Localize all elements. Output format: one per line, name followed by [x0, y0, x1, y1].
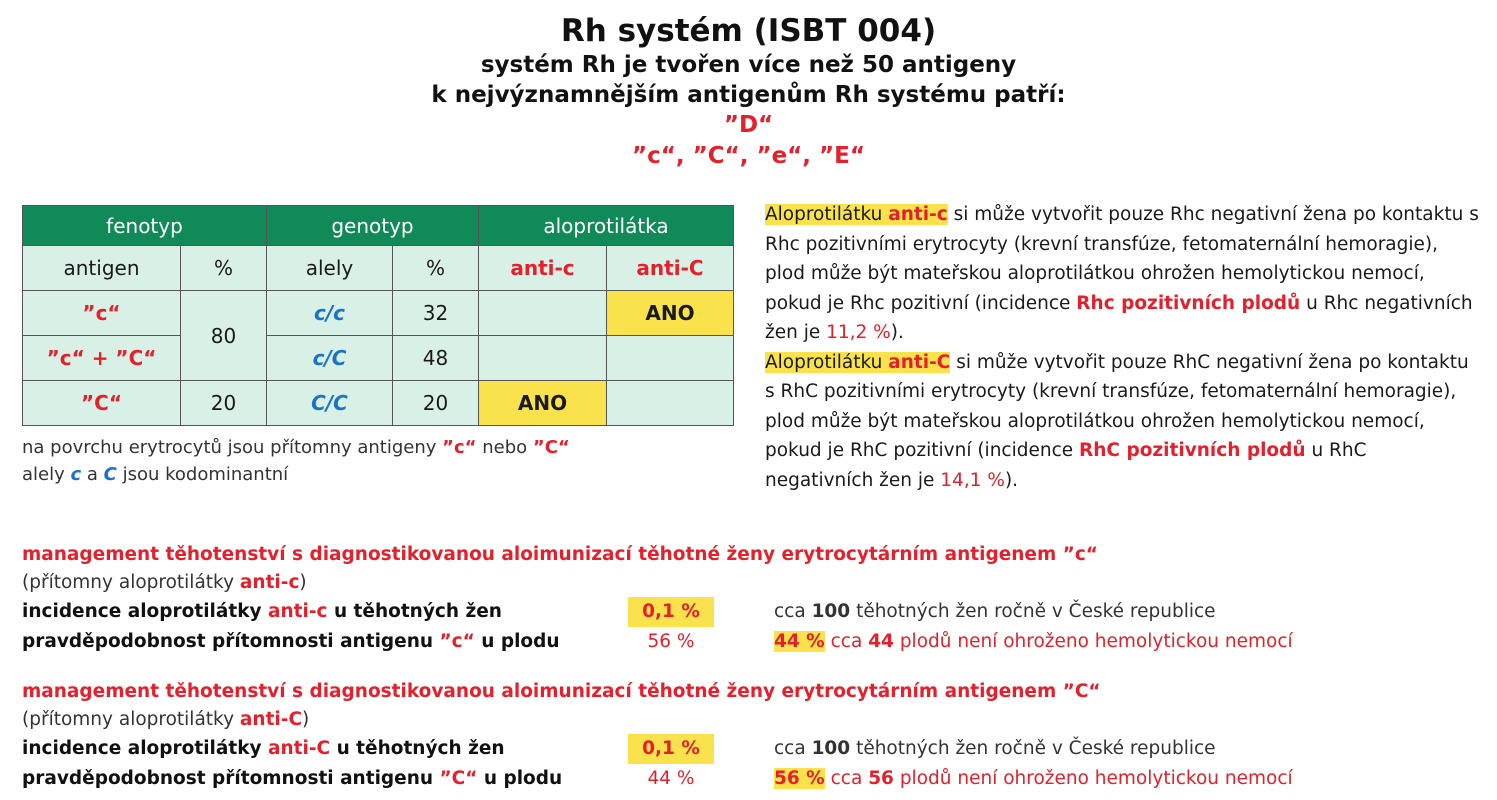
row-value: 0,1 % — [628, 734, 714, 764]
subheader-anti-C: anti-C — [607, 246, 734, 291]
table-row — [23, 381, 734, 426]
note-text: alely — [22, 464, 71, 485]
paragraph-text: si může vytvořit pouze RhC negativní žena po kontaktu s RhC pozitivními erytrocyty (krevní transfúze, fetomaternální hemoragie), plod může být mateřskou aloprotilátkou ohrožen hemolytickou nemocí, pokud je RhC pozitivní (incidence — [765, 351, 1469, 461]
row-note — [774, 627, 1293, 657]
cell-antigen-pct: 80 — [181, 291, 267, 381]
header — [0, 12, 1497, 172]
note-number: 100 — [811, 738, 851, 759]
section-heading: management těhotenství s diagnostikovanou aloimunizací těhotné ženy erytrocytárním antigenem ”c“ — [22, 544, 1098, 565]
paragraph-text: ). — [1004, 469, 1019, 491]
label-antibody: anti-c — [268, 601, 328, 622]
row-value: 44 % — [647, 768, 695, 789]
row-value: 0,1 % — [628, 597, 714, 627]
cell-anti-C — [607, 381, 734, 426]
section-antigen-c — [22, 541, 1482, 657]
section-subheading — [22, 569, 1482, 597]
probability-row — [22, 627, 1482, 657]
cell-anti-c — [479, 336, 607, 381]
label-text: incidence aloprotilátky — [22, 601, 269, 622]
note-text: cca — [774, 601, 812, 622]
cell-anti-C — [607, 336, 734, 381]
sub-text: (přítomny aloprotilátky — [22, 709, 240, 730]
row-label — [22, 597, 502, 627]
highlight — [765, 352, 950, 373]
table-row — [23, 336, 734, 381]
table-row — [23, 291, 734, 336]
subtitle-line-1: systém Rh je tvořen více než 50 antigeny — [480, 52, 1017, 78]
paragraph-text: ). — [890, 322, 904, 343]
cell-anti-c — [479, 291, 607, 336]
cell-antigen-pct: 20 — [181, 381, 267, 426]
row-note — [774, 734, 1216, 764]
cell-allele-pct: 48 — [393, 336, 479, 381]
note-text: cca — [774, 738, 812, 759]
label-text: u plodu — [477, 768, 563, 789]
note-text: cca — [824, 768, 869, 789]
cell-allele-pct: 32 — [393, 291, 479, 336]
rh-phenotype-table — [22, 205, 734, 426]
cell-allele: c/C — [267, 336, 393, 381]
paragraph-text: u Rhc negativních žen je — [765, 292, 1473, 343]
header-fenotyp: fenotyp — [23, 206, 267, 246]
note-number: 100 — [811, 601, 851, 622]
note-number: 44 — [868, 631, 894, 652]
row-value: 56 % — [647, 631, 695, 652]
highlight — [765, 204, 948, 225]
paragraph-anti-c — [765, 200, 1480, 348]
paragraph-anti-C — [765, 348, 1480, 496]
section-antigen-C — [22, 678, 1482, 794]
incidence-value: 14,1 % — [940, 469, 1005, 491]
probability-row — [22, 764, 1482, 794]
note-allele-C: C — [103, 464, 117, 485]
table-group-header-row — [23, 206, 734, 246]
label-text: incidence aloprotilátky — [22, 738, 269, 759]
note-text: plodů není ohroženo hemolytickou nemocí — [893, 768, 1293, 789]
sub-text: ) — [299, 572, 307, 593]
table-sub-header-row — [23, 246, 734, 291]
note-allele-c: c — [70, 464, 82, 485]
incidence-row — [22, 597, 1482, 627]
note-text: na povrchu erytrocytů jsou přítomny antigeny — [22, 437, 443, 458]
section-subheading — [22, 706, 1482, 734]
cell-allele-pct: 20 — [393, 381, 479, 426]
header-genotyp: genotyp — [267, 206, 479, 246]
cell-anti-c: ANO — [479, 381, 607, 426]
highlight-antibody: anti-c — [888, 204, 948, 225]
table-notes — [22, 434, 570, 488]
note-antigen-c: ”c“ — [442, 437, 477, 458]
antigen-list: ”c“, ”C“, ”e“, ”E“ — [632, 143, 865, 169]
subheader-antigen: antigen — [23, 246, 181, 291]
note-text: a — [81, 464, 104, 485]
label-text: u těhotných žen — [327, 601, 502, 622]
note-text: těhotných žen ročně v České republice — [850, 601, 1216, 622]
label-text: pravděpodobnost přítomnosti antigenu — [22, 631, 440, 652]
row-note — [774, 597, 1216, 627]
cell-antigen: ”C“ — [23, 381, 181, 426]
note-text: jsou kodominantní — [116, 464, 289, 485]
label-text: u plodu — [474, 631, 560, 652]
page-title: Rh systém (ISBT 004) — [560, 13, 937, 49]
explanation-text — [765, 200, 1480, 495]
cell-allele: c/c — [267, 291, 393, 336]
red-term: Rhc pozitivních plodů — [1076, 292, 1301, 314]
subheader-antigen-pct: % — [181, 246, 267, 291]
subheader-alely: alely — [267, 246, 393, 291]
paragraph-text: si může vytvořit pouze Rhc negativní žena po kontaktu s Rhc pozitivními erytrocyty (krevní transfúze, fetomaternální hemoragie), plod může být mateřskou aloprotilátkou ohrožen hemolytickou nemocí, pokud je Rhc pozitivní (incidence — [765, 204, 1479, 314]
label-text: u těhotných žen — [330, 738, 505, 759]
row-label — [22, 734, 505, 764]
cell-antigen: ”c“ — [23, 291, 181, 336]
note-antigen-C: ”C“ — [532, 437, 570, 458]
highlight-text: Aloprotilátku — [765, 351, 889, 373]
paragraph-text: u RhC negativních žen je — [765, 440, 1367, 491]
incidence-value: 11,2 % — [826, 322, 891, 343]
sub-antibody: anti-c — [239, 572, 300, 593]
note-number: 56 — [868, 768, 894, 789]
note-percent: 44 % — [774, 631, 825, 652]
note-text: cca — [824, 631, 869, 652]
sub-antibody: anti-C — [239, 709, 303, 730]
subtitle-line-2: k nejvýznamnějším antigenům Rh systému patří: — [431, 82, 1066, 108]
cell-antigen: ”c“ + ”C“ — [23, 336, 181, 381]
main-antigen: ”D“ — [723, 112, 774, 138]
row-label — [22, 627, 560, 657]
row-label — [22, 764, 562, 794]
label-text: pravděpodobnost přítomnosti antigenu — [22, 768, 440, 789]
label-antigen: ”C“ — [439, 768, 478, 789]
incidence-row — [22, 734, 1482, 764]
section-heading: management těhotenství s diagnostikovanou aloimunizací těhotné ženy erytrocytárním antigenem ”C“ — [22, 681, 1101, 702]
highlight-text: Aloprotilátku — [765, 204, 889, 225]
note-percent: 56 % — [774, 768, 825, 789]
sub-text: ) — [302, 709, 310, 730]
note-text: těhotných žen ročně v České republice — [850, 738, 1216, 759]
note-line-2 — [22, 461, 570, 488]
label-antibody: anti-C — [268, 738, 331, 759]
note-text: plodů není ohroženo hemolytickou nemocí — [893, 631, 1293, 652]
sub-text: (přítomny aloprotilátky — [22, 572, 240, 593]
subheader-anti-c: anti-c — [479, 246, 607, 291]
highlight-antibody: anti-C — [888, 351, 951, 373]
row-note — [774, 764, 1293, 794]
note-text: nebo — [476, 437, 533, 458]
cell-anti-C: ANO — [607, 291, 734, 336]
note-line-1 — [22, 434, 570, 461]
red-term: RhC pozitivních plodů — [1079, 440, 1306, 461]
subheader-alely-pct: % — [393, 246, 479, 291]
header-aloprotilatka: aloprotilátka — [479, 206, 734, 246]
label-antigen: ”c“ — [439, 631, 475, 652]
cell-allele: C/C — [267, 381, 393, 426]
